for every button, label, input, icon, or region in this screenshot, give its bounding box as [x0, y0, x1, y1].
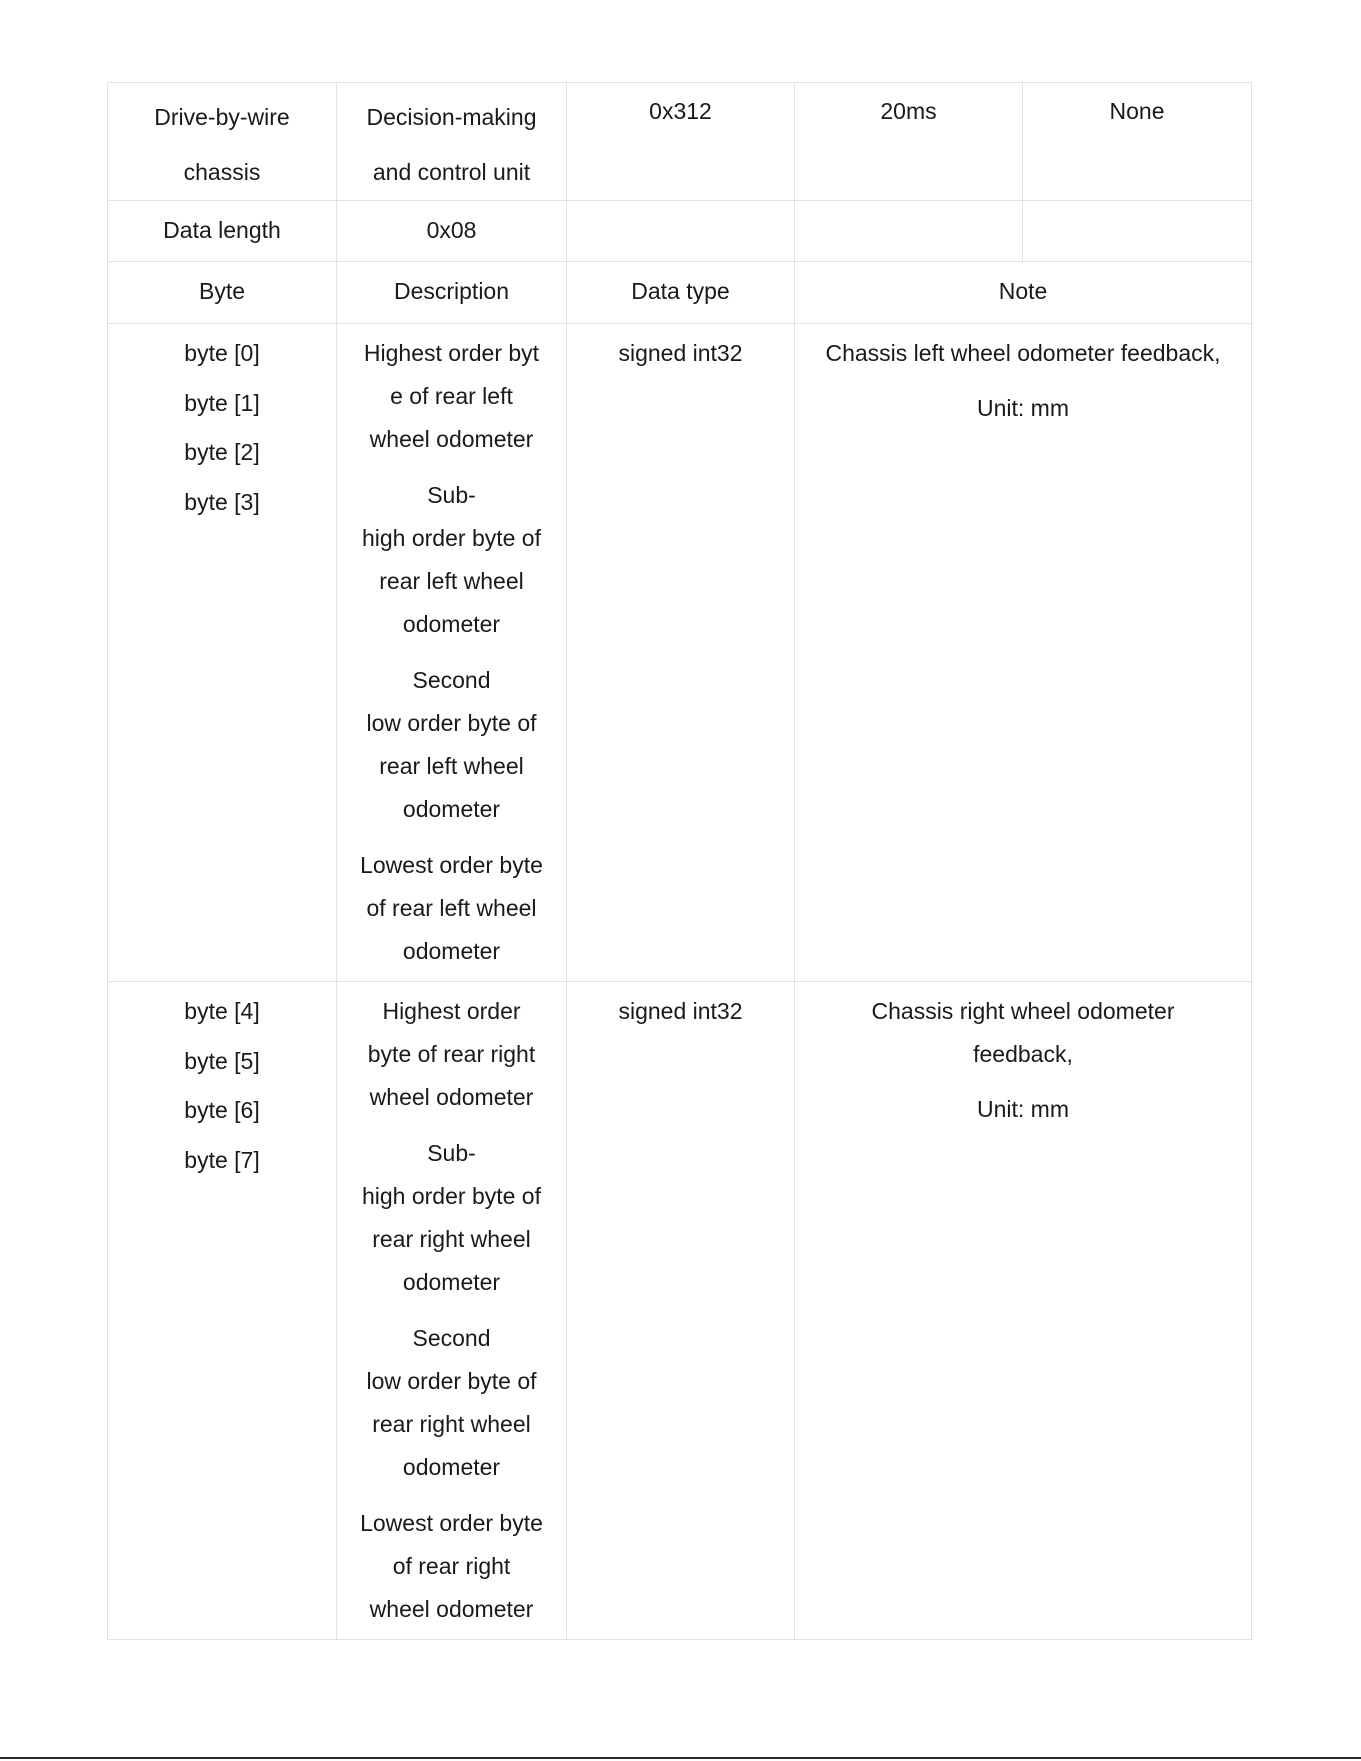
data-length-label: Data length	[108, 201, 337, 262]
table-row	[108, 324, 1252, 982]
note-unit: Unit: mm	[977, 395, 1069, 421]
period: 20ms	[880, 98, 937, 124]
description-line: odometer	[402, 938, 501, 964]
note-unit: Unit: mm	[977, 1096, 1069, 1122]
description-line: rear left wheel	[379, 753, 524, 779]
description-line: low order byte of	[366, 1368, 537, 1394]
column-header-description: Description	[337, 262, 567, 324]
target-line: Decision-making	[366, 104, 537, 130]
description-line: Highest order	[382, 998, 521, 1024]
message-id: 0x312	[649, 98, 712, 124]
description-group	[343, 844, 560, 973]
description-group	[343, 332, 560, 461]
description-line: byte of rear right	[367, 1041, 536, 1067]
target-line: and control unit	[372, 159, 531, 185]
note-line: Chassis right wheel odometer	[871, 998, 1175, 1024]
data-type: signed int32	[618, 340, 743, 366]
empty-cell	[1023, 201, 1252, 262]
period-cell	[795, 83, 1023, 201]
byte-label: byte [0]	[184, 340, 260, 366]
description-line: Lowest order byte	[360, 852, 543, 878]
description-line: odometer	[402, 1269, 501, 1295]
note-line: feedback,	[973, 1041, 1073, 1067]
description-line: odometer	[402, 611, 501, 637]
column-header-byte: Byte	[108, 262, 337, 324]
note-cell	[795, 324, 1252, 982]
data-type-cell	[567, 982, 795, 1640]
column-header-note: Note	[795, 262, 1252, 324]
byte-list-cell	[108, 324, 337, 982]
table-row	[108, 262, 1252, 324]
byte-list-cell	[108, 982, 337, 1640]
table-row	[108, 201, 1252, 262]
description-line: low order byte of	[366, 710, 537, 736]
description-group	[343, 1502, 560, 1631]
note-cell	[795, 982, 1252, 1640]
byte-label: byte [6]	[184, 1097, 260, 1123]
description-line: Second	[412, 1325, 491, 1351]
description-group	[343, 659, 560, 831]
empty-cell	[795, 201, 1023, 262]
can-message-table	[107, 82, 1252, 1640]
data-type: signed int32	[618, 998, 743, 1024]
byte-label: byte [5]	[184, 1048, 260, 1074]
description-line: high order byte of	[361, 1183, 541, 1209]
empty-cell	[567, 201, 795, 262]
extra-cell	[1023, 83, 1252, 201]
source-line: chassis	[183, 159, 261, 185]
byte-label: byte [1]	[184, 390, 260, 416]
page-bottom-rule	[0, 1757, 1361, 1759]
description-line: Highest order byt	[363, 340, 540, 366]
description-line: of rear right	[392, 1553, 511, 1579]
description-group	[343, 474, 560, 646]
description-line: wheel odometer	[369, 1084, 534, 1110]
description-group	[343, 1317, 560, 1489]
note-line: Chassis left wheel odometer feedback,	[825, 340, 1221, 366]
description-group	[343, 990, 560, 1119]
source-cell	[108, 83, 337, 201]
description-line: Second	[412, 667, 491, 693]
description-line: Lowest order byte	[360, 1510, 543, 1536]
description-line: of rear left wheel	[366, 895, 537, 921]
description-line: odometer	[402, 1454, 501, 1480]
description-cell	[337, 324, 567, 982]
description-cell	[337, 982, 567, 1640]
extra-value: None	[1109, 98, 1165, 124]
table-row	[108, 83, 1252, 201]
byte-label: byte [4]	[184, 998, 260, 1024]
description-line: wheel odometer	[369, 426, 534, 452]
byte-label: byte [2]	[184, 439, 260, 465]
byte-label: byte [3]	[184, 489, 260, 515]
target-cell	[337, 83, 567, 201]
data-length-value: 0x08	[337, 201, 567, 262]
description-line: rear left wheel	[379, 568, 524, 594]
description-group	[343, 1132, 560, 1304]
description-line: Sub-	[427, 482, 476, 508]
description-line: odometer	[402, 796, 501, 822]
message-id-cell	[567, 83, 795, 201]
description-line: Sub-	[427, 1140, 476, 1166]
source-line: Drive-by-wire	[154, 104, 290, 130]
description-line: wheel odometer	[369, 1596, 534, 1622]
data-type-cell	[567, 324, 795, 982]
table-row	[108, 982, 1252, 1640]
description-line: rear right wheel	[372, 1411, 531, 1437]
description-line: rear right wheel	[372, 1226, 531, 1252]
byte-label: byte [7]	[184, 1147, 260, 1173]
column-header-data-type: Data type	[567, 262, 795, 324]
description-line: high order byte of	[361, 525, 541, 551]
description-line: e of rear left	[390, 383, 513, 409]
